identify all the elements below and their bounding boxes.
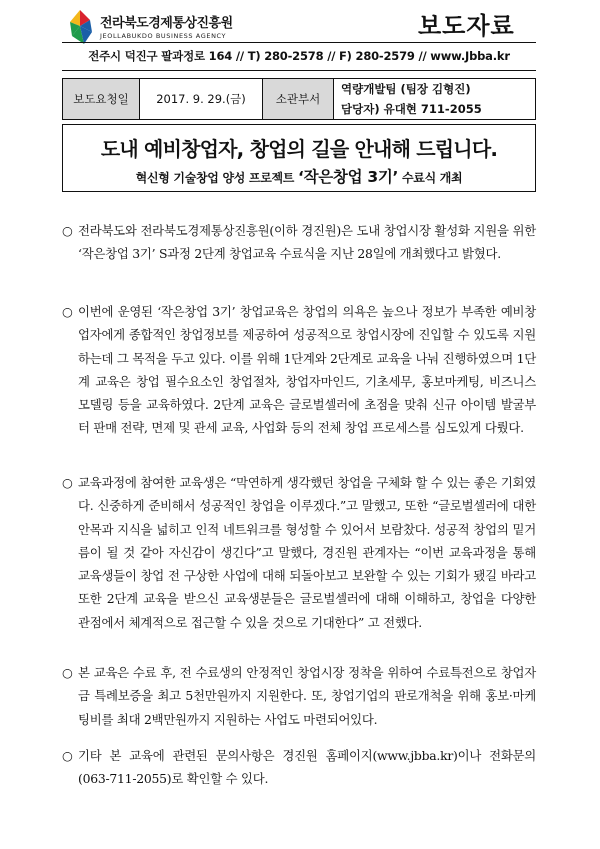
bullet-icon: ○ (62, 748, 73, 763)
paragraph-text: 기타 본 교육에 관련된 문의사항은 경진원 홈페이지(www.jbba.kr)이나 전화문의(063-711-2055)로 확인할 수 있다. (78, 748, 536, 787)
body-paragraph (62, 471, 536, 634)
header-divider-bottom (62, 70, 536, 71)
page-subtitle (63, 165, 535, 187)
bullet-icon: ○ (62, 223, 73, 238)
paragraph-text: 본 교육은 수료 후, 전 수료생의 안정적인 창업시장 정착을 위하여 수료특전으로 창업자금 특례보증을 최고 5천만원까지 지원한다. 또, 창업기업의 판로개척을 위해 홍보·마케팅비를 최대 2백만원까지 지원하는 사업도 마련되어있다. (78, 665, 536, 727)
page-title: 도내 예비창업자, 창업의 길을 안내해 드립니다. (100, 137, 498, 161)
subtitle-prefix: 혁신형 기술창업 양성 프로젝트 (135, 171, 298, 185)
dept-team: 역량개발팀 (팀장 김형진) (341, 82, 471, 96)
org-name-en: JEOLLABUKDO BUSINESS AGENCY (100, 32, 227, 40)
paragraph-text: 교육과정에 참여한 교육생은 “막연하게 생각했던 창업을 구체화 할 수 있는 좋은 기회였다. 신중하게 준비해서 성공적인 창업을 이루겠다.”고 말했고, 또한 “글로벌셀러에 대한 안목과 지식을 넓히고 인적 네트워크를 형성할 수 있어서 보람찼다. 성공적 창업의 밑거름이 될 것 같아 자신감이 생긴다”고 말했다, 경진원 관계자는 “이번 교육과정을 통해 교육생들이 창업 전 구상한 사업에 대해 되돌아보고 보완할 수 있는 기회가 됐길 바라고 또한 2단계 교육을 받으신 교육생분들은 글로벌셀러에 대해 이해하고, 창업을 다양한 관점에서 체계적으로 접근할 수 있을 것으로 기대한다” 고 전했다. (78, 475, 536, 630)
title-box (62, 124, 536, 192)
header-divider-top (62, 42, 536, 43)
bullet-icon: ○ (62, 304, 73, 319)
dept-label: 소관부서 (263, 79, 333, 119)
request-date-label: 보도요청일 (63, 79, 139, 119)
doc-type-title: 보도자료 (418, 12, 515, 40)
paragraph-text: 전라북도와 전라북도경제통상진흥원(이하 경진원)은 도내 창업시장 활성화 지원을 위한 ‘작은창업 3기’ S과정 2단계 창업교육 수료식을 지난 28일에 개최했다고 밝혔다. (78, 223, 536, 262)
dept-info (341, 79, 482, 119)
subtitle-suffix: 수료식 개최 (398, 171, 463, 185)
bullet-icon: ○ (62, 475, 73, 490)
body-paragraph (62, 300, 536, 440)
org-logo-mark-icon (66, 10, 96, 44)
info-divider (333, 79, 334, 119)
request-date: 2017. 9. 29.(금) (156, 92, 246, 106)
org-name-ko: 전라북도경제통상진흥원 (100, 16, 233, 31)
subtitle-emphasis: ‘작은창업 3기’ (297, 168, 399, 186)
contact-line: 전주시 덕진구 팔과정로 164 // T) 280-2578 // F) 280-2579 // www.Jbba.kr (88, 49, 510, 63)
dept-contact: 담당자) 유대현 711-2055 (341, 102, 482, 116)
bullet-icon: ○ (62, 665, 73, 680)
info-table (62, 78, 536, 120)
body-paragraph (62, 219, 536, 266)
body-paragraph (62, 661, 536, 731)
body-paragraph (62, 744, 536, 791)
paragraph-text: 이번에 운영된 ‘작은창업 3기’ 창업교육은 창업의 의욕은 높으나 정보가 부족한 예비창업자에게 종합적인 창업정보를 제공하여 성공적으로 창업시장에 진입할 수 있도록 지원하는데 그 목적을 두고 있다. 이를 위해 1단계와 2단계로 교육을 나눠 진행하였으며 1단계 교육은 창업 필수요소인 창업절차, 창업자마인드, 기초세무, 홍보마케팅, 비즈니스 모델링 등을 교육하였다. 2단계 교육은 글로벌셀러에 초점을 맞춰 신규 아이템 발굴부터 판매 전략, 면제 및 관세 교육, 사업화 등의 전체 창업 프로세스를 심도있게 다뤘다. (78, 304, 536, 436)
